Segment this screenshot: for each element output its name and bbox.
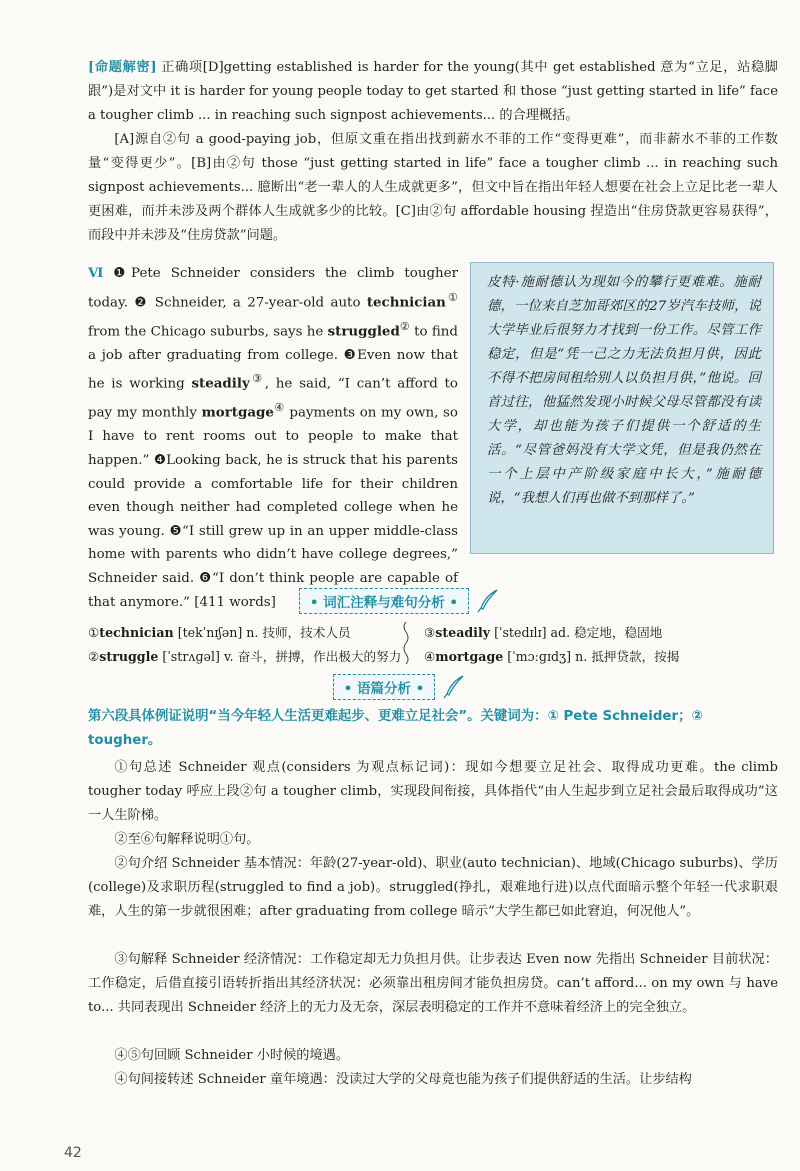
commentary-para-2: [A]源自②句 a good-paying job，但原文重在指出找到薪水不菲的工作“变得更难”，而非薪水不菲的工作数量“变得更少”。[B]由②句 those “just getting started in life” face a tougher climb ... in reaching such signpost achievements... 臆断出“老一辈人的人生成就更多”，但文中旨在指出年轻人想要在社会上立足比老一辈人更困难，而并未涉及两个群体人生成就多少的比较。[C]由②句 affordable housing 捏造出“住房贷款更容易获得”，而段中并未涉及“住房贷款”问题。 <box>88 132 778 243</box>
section-marker: Ⅵ <box>88 265 104 281</box>
page-number: 42 <box>64 1145 82 1161</box>
sentence-2a: ❷ Schneider, a 27-year-old auto <box>134 295 367 311</box>
commentary-tag: [命题解密] <box>88 60 157 75</box>
footnote-3: ③ <box>249 372 265 386</box>
commentary-para-1 <box>88 56 778 128</box>
vocab-word-technician: technician <box>366 294 446 311</box>
analysis-banner-label: • 语篇分析 • <box>333 674 436 700</box>
analysis-para-1: ①句总述 Schneider 观点(considers 为观点标记词)：现如今想要立足社会、取得成功更难。the climb tougher today 呼应上段②句 a tougher climb，实现段间衔接，具体指代“由人生起步到立足社会最后取得成功”这一人生阶梯。 <box>88 760 778 823</box>
analysis-banner <box>0 674 800 700</box>
vocab-word-steadily: steadily <box>191 375 250 392</box>
sentence-2b: from the Chicago suburbs, says he <box>88 324 328 340</box>
analysis-para-4: ③句解释 Schneider 经济情况：工作稳定却无力负担月供。让步表达 Even now 先指出 Schneider 目前状况：工作稳定，后借直接引语转折指出其经济状况：必须靠出租房间才能负担房贷。can’t afford... on my own 与 have to... 共同表现出 Schneider 经济上的无力及无奈，深层表明稳定的工作并不意味着经济上的完全独立。 <box>88 952 778 1015</box>
commentary-text-1: 正确项[D]getting established is harder for the young(其中 get established 意为“立足，站稳脚跟”)是对文中 it is harder for young people today to get started 和 those “just getting started in life” face a tougher climb ... in reaching such signpost achievements... 的合理概括。 <box>88 60 778 123</box>
analysis-title: 第六段具体例证说明“当今年轻人生活更难起步、更难立足社会”。关键词为：① Pete Schneider；② tougher。 <box>88 709 703 748</box>
vocab-num: ④ <box>424 649 436 664</box>
vocab-entry-4 <box>424 645 679 669</box>
brace-divider <box>400 620 412 666</box>
footnote-2: ② <box>399 319 410 333</box>
vocab-definition: n. 技师，技术人员 <box>246 625 351 640</box>
vocab-num: ③ <box>424 625 436 640</box>
vocab-phonetic: [ˈmɔːɡɪdʒ] <box>507 649 572 664</box>
footnote-4: ④ <box>273 401 285 415</box>
sentence-3: , he said, “I can’t afford to pay my monthly <box>88 376 458 421</box>
vocab-phonetic: [tekˈnɪʃən] <box>177 625 243 640</box>
vocab-definition: ad. 稳定地，稳固地 <box>550 625 663 640</box>
vocab-word: mortgage <box>435 649 504 664</box>
analysis-para-2: ②至⑥句解释说明①句。 <box>114 832 260 847</box>
quill-icon <box>475 588 501 614</box>
sentence-4-6: payments on my own, so I have to rent rooms out to people to make that happen.” ❹Looking back, he is struck that his parents could provide a comfortable life for their children even though neither had completed college when he was young. ❺“I still grew up in an upper middle-class home with parents who didn’t have college degrees,” Schneider said. ❻“I don’t think people are capable of that anymore.” [411 words] <box>88 405 458 610</box>
translation-box: 皮特·施耐德认为现如今的攀行更难难。施耐德，一位来自芝加哥郊区的27岁汽车技师，说大学毕业后很努力才找到一份工作。尽管工作稳定，但是“凭一己之力无法负担月供，因此不得不把房间租给别人以负担月供，”他说。回首过往，他猛然发现小时候父母尽管都没有读大学，却也能为孩子们提供一个舒适的生活。“尽管爸妈没有大学文凭，但是我仍然在一个上层中产阶级家庭中长大，”施耐德说，“我想人们再也做不到那样了。” <box>470 262 774 554</box>
passage-text <box>88 262 458 614</box>
quill-icon <box>441 674 467 700</box>
vocab-word: steadily <box>435 625 491 640</box>
vocab-entry-3 <box>424 621 662 645</box>
analysis-para-6: ④句间接转述 Schneider 童年境遇：没读过大学的父母竟也能为孩子们提供舒适的生活。让步结构 <box>114 1072 692 1087</box>
vocab-phonetic: [ˈstrʌɡəl] <box>162 649 220 664</box>
vocab-num: ② <box>88 649 100 664</box>
vocab-definition: v. 奋斗，拼搏，作出极大的努力 <box>223 649 402 664</box>
vocab-banner-label: • 词汇注释与难句分析 • <box>299 588 469 614</box>
vocab-word-struggled: struggled <box>327 323 400 340</box>
vocab-word: struggle <box>99 649 159 664</box>
vocab-word-mortgage: mortgage <box>201 404 274 421</box>
vocab-banner <box>0 588 800 614</box>
vocab-num: ① <box>88 625 100 640</box>
footnote-1: ① <box>445 290 458 304</box>
sentence-1: ❶Pete Schneider considers the climb tougher today. <box>88 266 458 311</box>
vocab-phonetic: [ˈstedɪlɪ] <box>494 625 547 640</box>
sentence-2c: to find a job after graduating from college. ❸Even now that he is working <box>88 324 458 392</box>
analysis-para-3: ②句介绍 Schneider 基本情况：年龄(27-year-old)、职业(auto technician)、地域(Chicago suburbs)、学历(college)及求职历程(struggled to find a job)。struggled(挣扎，艰难地行进)以点代面暗示整个年轻一代求职艰难，人生的第一步就很困难；after graduating from college 暗示“大学生都已如此窘迫，何况他人”。 <box>88 856 778 919</box>
vocab-entry-1 <box>88 621 351 645</box>
vocab-definition: n. 抵押贷款，按揭 <box>575 649 680 664</box>
vocab-entry-2 <box>88 645 401 669</box>
vocab-word: technician <box>99 625 174 640</box>
analysis-para-5: ④⑤句回顾 Schneider 小时候的境遇。 <box>114 1048 350 1063</box>
